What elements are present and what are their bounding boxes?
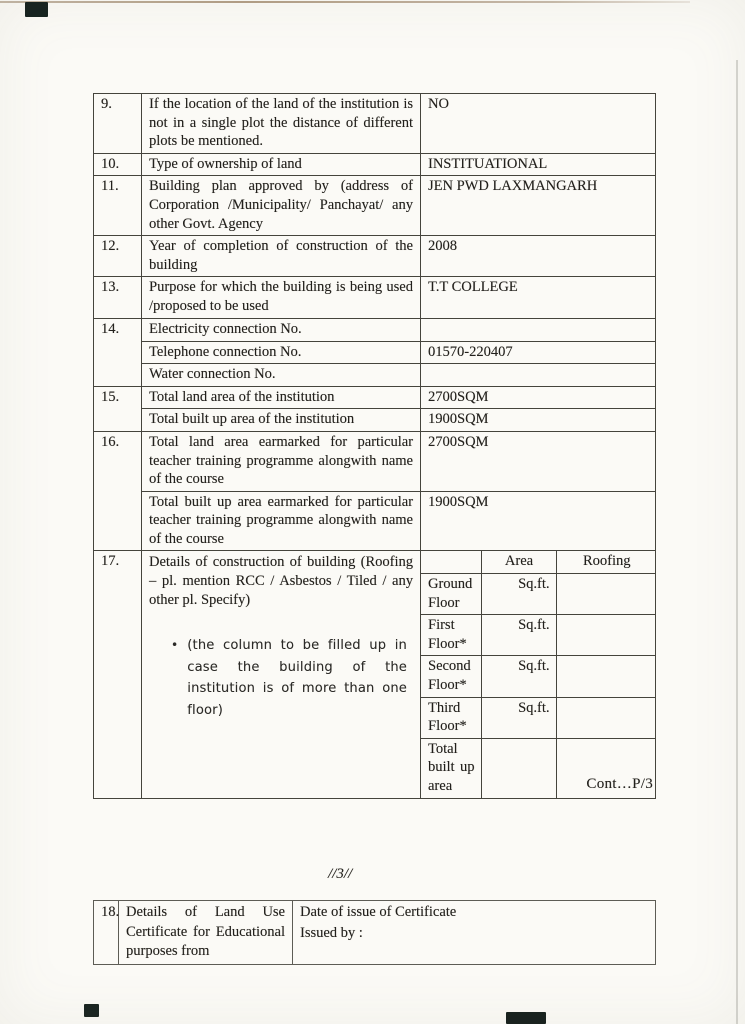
land-use-certificate-table (93, 900, 656, 965)
subtable-row (421, 697, 656, 738)
floor-label: Ground Floor (421, 574, 481, 615)
area-cell (481, 738, 556, 797)
table-row (94, 236, 656, 277)
floor-label: Total built up area (421, 738, 481, 797)
subtable-header-empty (421, 551, 481, 573)
row-number: 13. (94, 277, 142, 318)
roofing-cell (556, 574, 656, 615)
table-row-construction (94, 551, 656, 798)
table-row (94, 94, 656, 154)
row-number: 10. (94, 153, 142, 176)
row-number: 17. (94, 551, 142, 798)
row-number: 18. (94, 901, 119, 965)
area-cell: Sq.ft. (481, 697, 556, 738)
bullet-icon: • (171, 638, 179, 653)
area-cell: Sq.ft. (481, 574, 556, 615)
subtable-header-roofing: Roofing (556, 551, 656, 573)
table-row (94, 176, 656, 236)
scan-artifact-mark-top-left (25, 2, 48, 17)
roofing-cell (556, 697, 656, 738)
page-number-marker: //3// (328, 866, 353, 882)
construction-question-text: Details of construction of building (Roofing – pl. mention RCC / Asbestos / Tiled / any other pl. Specify) (149, 554, 413, 608)
floor-label: First Floor* (421, 615, 481, 656)
answer-cell (421, 318, 656, 341)
subtable-header-row (421, 551, 656, 573)
row-number: 9. (94, 94, 142, 154)
question-cell: Total land area earmarked for particular teacher training programme alongwith name of the course (142, 431, 421, 491)
question-cell: Total built up area of the institution (142, 409, 421, 432)
scan-artifact-mark-bottom-right (506, 1012, 546, 1024)
answer-cell: 1900SQM (421, 491, 656, 551)
construction-subtable (421, 551, 656, 797)
row-number: 12. (94, 236, 142, 277)
question-cell: Total land area of the institution (142, 386, 421, 409)
row-number: 11. (94, 176, 142, 236)
answer-cell: 2700SQM (421, 386, 656, 409)
answer-cell: T.T COLLEGE (421, 277, 656, 318)
question-cell (142, 551, 421, 798)
answer-line-date: Date of issue of Certificate (300, 904, 457, 920)
question-cell: Total built up area earmarked for particular teacher training programme alongwith name of the course (142, 491, 421, 551)
construction-subtable-cell (421, 551, 656, 798)
roofing-cell (556, 615, 656, 656)
question-cell: Purpose for which the building is being used /proposed to be used (142, 277, 421, 318)
row-number: 16. (94, 431, 142, 551)
question-cell: Building plan approved by (address of Corporation /Municipality/ Panchayat/ any other Govt. Agency (142, 176, 421, 236)
table-row (94, 409, 656, 432)
row-number: 15. (94, 386, 142, 431)
table-row (94, 901, 656, 965)
answer-cell (293, 901, 656, 965)
answer-cell: 1900SQM (421, 409, 656, 432)
answer-cell: 01570-220407 (421, 341, 656, 364)
scan-edge-line (0, 1, 690, 3)
bullet-note (171, 635, 407, 721)
answer-line-issuedby: Issued by : (300, 924, 363, 941)
question-cell: Type of ownership of land (142, 153, 421, 176)
question-cell: If the location of the land of the institution is not in a single plot the distance of different plots be mentioned. (142, 94, 421, 154)
answer-cell: JEN PWD LAXMANGARH (421, 176, 656, 236)
roofing-cell (556, 656, 656, 697)
question-cell: Electricity connection No. (142, 318, 421, 341)
subtable-header-area: Area (481, 551, 556, 573)
table-row (94, 318, 656, 341)
answer-cell: INSTITUATIONAL (421, 153, 656, 176)
scan-artifact-mark-bottom-left (84, 1004, 99, 1017)
subtable-row (421, 574, 656, 615)
row-number: 14. (94, 318, 142, 386)
table-row (94, 341, 656, 364)
subtable-row (421, 656, 656, 697)
answer-cell: 2008 (421, 236, 656, 277)
answer-cell (421, 364, 656, 387)
page-edge-shadow (736, 60, 738, 1024)
bullet-note-text: (the column to be filled up in case the building of the institution is of more than one floor) (187, 638, 407, 718)
area-cell: Sq.ft. (481, 615, 556, 656)
subtable-row (421, 615, 656, 656)
main-table (93, 93, 656, 799)
question-cell: Telephone connection No. (142, 341, 421, 364)
question-cell: Water connection No. (142, 364, 421, 387)
table-row (94, 153, 656, 176)
table-row (94, 491, 656, 551)
question-cell: Details of Land Use Certificate for Educational purposes from (119, 901, 293, 965)
floor-label: Second Floor* (421, 656, 481, 697)
table-row (94, 364, 656, 387)
area-cell: Sq.ft. (481, 656, 556, 697)
continuation-note: Cont…P/3 (586, 776, 653, 792)
question-cell: Year of completion of construction of the building (142, 236, 421, 277)
answer-cell: 2700SQM (421, 431, 656, 491)
table-row (94, 277, 656, 318)
answer-cell: NO (421, 94, 656, 154)
floor-label: Third Floor* (421, 697, 481, 738)
table-row (94, 386, 656, 409)
table-row (94, 431, 656, 491)
